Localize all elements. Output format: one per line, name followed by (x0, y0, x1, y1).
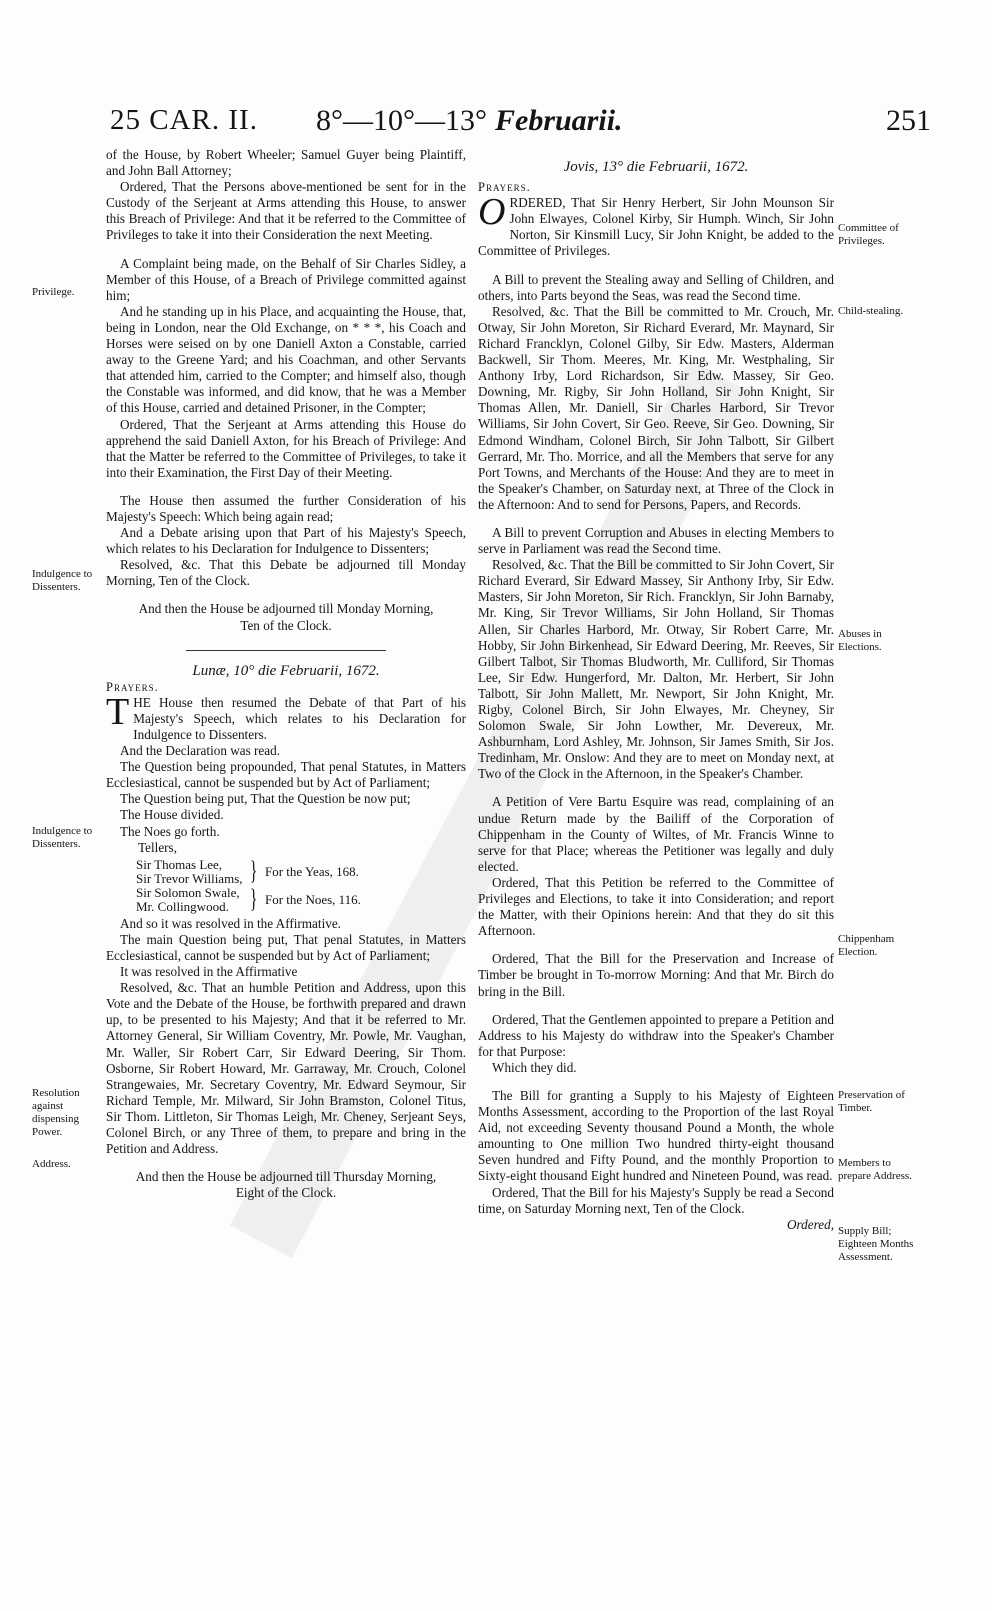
right-column (478, 147, 834, 1233)
margin-note-privilege: Privilege. (32, 286, 75, 298)
yeas-count: For the Yeas, 168. (265, 863, 359, 879)
margin-note-child-stealing: Child-stealing. (838, 305, 904, 317)
paragraph: The Question being propounded, That penal Statutes, in Matters Ecclesiastical, cannot be suspended but by Act of Parliament; (106, 759, 466, 791)
paragraph: Resolved, &c. That this Debate be adjourned till Monday Morning, Ten of the Clock. (106, 557, 466, 589)
page-number: 251 (886, 104, 931, 137)
paragraph: The Noes go forth. (120, 823, 220, 839)
running-head-left: 25 CAR. II. (110, 104, 258, 136)
paragraph: Ordered, That the Persons above-mentioned be sent for in the Custody of the Serjeant at Arms attending this House, to answer this Breach of Privilege: And that it be referred to the Committee of Privileges to take it into their Consideration the next Meeting. (106, 179, 466, 243)
paragraph: A Complaint being made, on the Behalf of Sir Charles Sidley, a Member of this House, of a Breach of Privilege committed against him; (106, 255, 466, 303)
paragraph (478, 191, 834, 259)
margin-note-chippenham: Chippenham Election. (838, 933, 895, 958)
brace: } (249, 884, 257, 914)
prayers-heading: Prayers. (478, 180, 531, 195)
teller: Sir Solomon Swale, (136, 884, 240, 900)
paragraph: The House divided. (120, 807, 224, 823)
section-divider (186, 650, 386, 651)
paragraph: And the Declaration was read. (120, 743, 281, 759)
catchword: Ordered, (787, 1216, 834, 1232)
margin-note-timber: Preservation of Timber. (838, 1089, 905, 1114)
paragraph-text: HE House then resumed the Debate of that Part of his Majesty's Speech, which relates to his Declaration for Indulgence to Dissenters. (133, 694, 466, 742)
teller: Sir Trevor Williams, (136, 870, 243, 886)
header-dates: 8°—10°—13° (316, 104, 487, 137)
header-month: Februarii. (495, 104, 623, 137)
tellers-label: Tellers, (138, 839, 177, 855)
date-heading: Lunæ, 10° die Februarii, 1672. (192, 662, 380, 679)
paragraph: Which they did. (492, 1059, 577, 1075)
drop-cap: O (478, 191, 506, 234)
paragraph: The Question being put, That the Question be now put; (120, 791, 411, 807)
teller: Sir Thomas Lee, (136, 856, 223, 872)
paragraph: Ordered, That the Bill for the Preservation and Increase of Timber be brought in To-morrow Morning: And that Mr. Birch do bring in the Bill. (478, 951, 834, 999)
margin-note-resolution: Resolution against dispensing Power. (32, 1087, 80, 1138)
drop-cap: T (106, 690, 130, 733)
date-heading: Jovis, 13° die Februarii, 1672. (563, 159, 749, 175)
tellers-table (136, 858, 361, 914)
paragraph: A Petition of Vere Bartu Esquire was read, complaining of an undue Return made by the Bailiff of the Corporation of Chippenham in the County of Wiltes, of Mr. Francis Winne to serve for that Place; whereas the Petitioner was legally and duly elected. (478, 794, 834, 874)
margin-note-indulgence: Indulgence to Dissenters. (32, 568, 93, 593)
paragraph: The main Question being put, That penal Statutes, in Matters Ecclesiastical, cannot be suspended but by Act of Parliament; (106, 931, 466, 963)
brace: } (249, 856, 257, 886)
paragraph: It was resolved in the Affirmative (120, 964, 298, 980)
noes-count: For the Noes, 116. (265, 891, 361, 907)
paragraph: Resolved, &c. That an humble Petition and Address, upon this Vote and the Debate of the House, be forthwith prepared and drawn up, to be presented to his Majesty; And that it be referred to Mr. Attorney General, Sir William Coventry, Mr. Powle, Mr. Vaughan, Mr. Waller, Sir Robert Carr, Sir Edward Deering, Sir Thom. Osborne, Sir Robert Howard, Mr. Garraway, Mr. Crouch, Colonel Strangewaies, Mr. Secretary Coventry, Mr. Edward Seymour, Sir Richard Temple, Mr. Milward, Sir John Bramston, Colonel Titus, Sir Thom. Littleton, Sir Thomas Leigh, Mr. Cheney, Serjeant Seys, Colonel Birch, or any Three of them, to prepare and bring in the Petition and Address. (106, 980, 466, 1157)
paragraph: The Bill for granting a Supply to his Majesty of Eighteen Months Assessment, according to the Proportion of the last Royal Aid, not exceeding Seventy thousand Pound a Month, the whole amounting to One million Two hundred thirty-eight thousand Seven hundred and Fifty Pound, and the monthly Proportion to Sixty-eight thousand Eight hundred and Nineteen Pound, was read. (478, 1087, 834, 1184)
paragraph: Ordered, That the Serjeant at Arms attending this House do apprehend the said Daniell Axton, for his Breach of Privilege: And that the Matter be referred to the Committee of Privileges, to take it into their Examination, the First Day of their Meeting. (106, 416, 466, 480)
paragraph: Resolved, &c. That the Bill be committed to Sir John Covert, Sir Richard Everard, Sir Edward Massey, Sir Anthony Irby, Sir Edw. Masters, Sir John Moreton, Sir Rich. Francklyn, Sir John Barnaby, Mr. King, Sir Trevor Williams, Sir John Holland, Sir Thomas Allen, Sir Charles Harbord, Mr. Otway, Sir Robert Carre, Mr. Hobby, Sir John Birkenhead, Sir Edward Deering, Mr. Reeves, Sir Gilbert Talbot, Sir Thomas Bludworth, Mr. Culliford, Sir Thomas Lee, Sir Edw. Hungerford, Mr. Dalton, Mr. Herbert, Sir John Talbott, Sir John Mallett, Mr. Newport, Sir John Knight, Mr. Rigby, Colonel Birch, Sir John Elwayes, Mr. Cheyney, Sir Solomon Swale, Sir John Lowther, Mr. Devereux, Mr. Ashburnham, Lord Ashley, Mr. Johnson, Sir James Smith, Sir Jos. Tredinham, Mr. Onslow: And they are to meet on Monday next, at Two of the Clock in the Afternoon, in the Speaker's Chamber. (478, 557, 834, 782)
paragraph: A Bill to prevent Corruption and Abuses in electing Members to serve in Parliament was read the Second time. (478, 524, 834, 557)
running-head-dates (316, 104, 623, 138)
paragraph: Ordered, That the Gentlemen appointed to prepare a Petition and Address to his Majesty do withdraw into the Speaker's Chamber for that Purpose: (478, 1011, 834, 1059)
left-column (106, 147, 466, 1201)
paragraph: And so it was resolved in the Affirmative. (120, 915, 341, 931)
margin-note-abuses: Abuses in Elections. (838, 628, 882, 653)
paragraph: of the House, by Robert Wheeler; Samuel Guyer being Plaintiff, and John Ball Attorney; (106, 147, 466, 179)
margin-note-members: Members to prepare Address. (838, 1157, 912, 1182)
teller: Mr. Collingwood. (136, 898, 229, 914)
paragraph: A Bill to prevent the Stealing away and Selling of Children, and others, into Parts beyond the Seas, was read the Second time. (478, 271, 834, 303)
adjournment: And then the House be adjourned till Thursday Morning, Eight of the Clock. (135, 1169, 437, 1201)
paragraph: The House then assumed the further Consideration of his Majesty's Speech: Which being again read; (106, 492, 466, 524)
paragraph-text: RDERED, That Sir Henry Herbert, Sir John Mounson Sir John Elwayes, Colonel Kirby, Sir Humph. Winch, Sir John Norton, Sir Kinsmill Lucy, Sir John Knight, be added to the Committee of Privileges. (478, 195, 834, 259)
margin-note-supply: Supply Bill; Eighteen Months Assessment. (838, 1225, 914, 1263)
paragraph: Ordered, That the Bill for his Majesty's Supply be read a Second time, on Saturday Morning next, Ten of the Clock. (478, 1184, 834, 1216)
margin-note-indulgence-2: Indulgence to Dissenters. (32, 825, 93, 850)
paragraph: Resolved, &c. That the Bill be committed to Mr. Crouch, Mr. Otway, Sir John Moreton, Sir Richard Everard, Mr. Maynard, Sir Richard Francklyn, Colonel Gilby, Sir Edw. Masters, Alderman Backwell, Sir Thom. Meeres, Mr. King, Mr. Westphaling, Sir Anthony Irby, Lord Richardson, Sir Edw. Massey, Sir Geo. Downing, Mr. Rigby, Sir John Holland, Sir John Knight, Sir Thomas Allen, Mr. Daniell, Sir Charles Harbord, Sir Trevor Williams, Sir John Covert, Sir Geo. Reeve, Sir Geo. Downing, Sir Edmond Windham, Colonel Birch, Sir John Talbott, Sir Gilbert Gerrard, Mr. Tho. Morrice, and all the Members that serve for any Port Towns, and Merchants of the House: And they are to meet in the Speaker's Chamber, on Saturday next, at Three of the Clock in the Afternoon: And to send for Persons, Papers, and Records. (478, 303, 834, 512)
prayers-heading: Prayers. (106, 679, 159, 694)
page-header (0, 96, 992, 146)
adjournment: And then the House be adjourned till Monday Morning, Ten of the Clock. (138, 601, 434, 633)
paragraph: And he standing up in his Place, and acquainting the House, that, being in London, near the Old Exchange, on * * *, his Coach and Horses were seised on by one Daniell Axton a Constable, carried away to the Greene Yard; and his Coachman, and other Servants that attended him, carried to the Compter; and himself also, though the Constable was informed, and did know, that he was a Member of this House, carried and detained Prisoner, in the Compter; (106, 303, 466, 416)
margin-note-committee: Committee of Privileges. (838, 222, 899, 247)
paragraph: Ordered, That this Petition be referred to the Committee of Privileges and Elections, to take it into Consideration; and report the Matter, with their Opinions herein: And that they do sit this Afternoon. (478, 874, 834, 939)
margin-note-address: Address. (32, 1158, 71, 1170)
paragraph (106, 690, 466, 743)
paragraph: And a Debate arising upon that Part of his Majesty's Speech, which relates to his Declaration for Indulgence to Dissenters; (106, 525, 466, 557)
